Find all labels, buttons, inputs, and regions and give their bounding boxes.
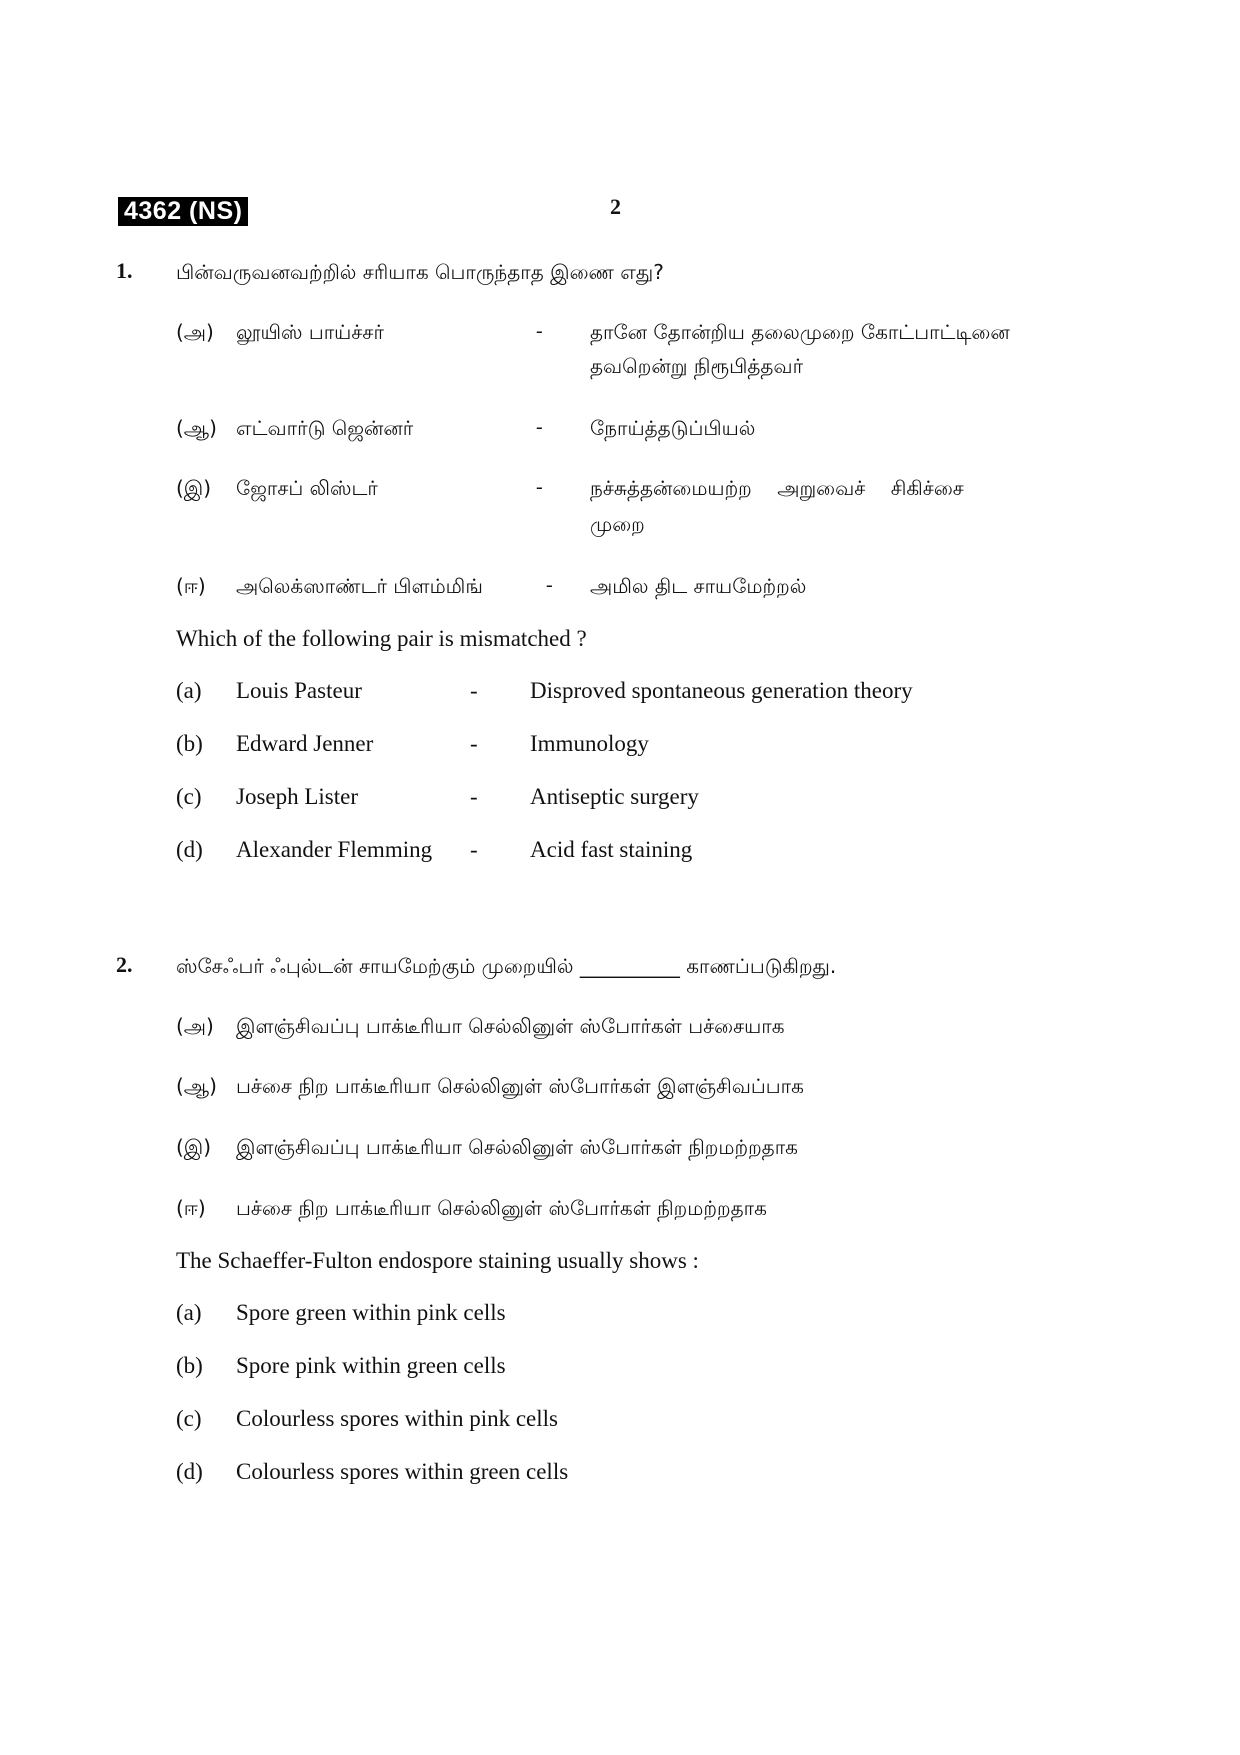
q2-tamil-option-label: (ஆ) (176, 1074, 217, 1098)
question-1-tamil-text: பின்வருவனவற்றில் சரியாக பொருந்தாத இணை எது? (176, 260, 664, 284)
q1-english-option-label: (b) (176, 731, 203, 756)
page-number: 2 (610, 194, 621, 219)
q1-tamil-option-label: (அ) (176, 320, 214, 344)
question-2-number: 2. (116, 952, 133, 977)
q1-tamil-option-desc: அமில திட சாயமேற்றல் (590, 574, 807, 598)
q1-english-option-desc: Antiseptic surgery (530, 784, 699, 809)
q2-tamil-option-text: பச்சை நிற பாக்டீரியா செல்லினுள் ஸ்போர்கள் நிறமற்றதாக (236, 1196, 767, 1220)
q2-english-option-text: Colourless spores within green cells (236, 1459, 569, 1484)
q1-english-option-label: (c) (176, 784, 202, 809)
q1-english-option-sep: - (470, 731, 478, 756)
q1-english-option-name: Louis Pasteur (236, 678, 362, 703)
question-1-english-text: Which of the following pair is mismatched ? (176, 626, 587, 651)
q1-english-option-desc: Immunology (530, 731, 649, 756)
q1-tamil-option-sep: - (536, 320, 543, 342)
q1-english-option-sep: - (470, 678, 478, 703)
q1-english-option-label: (d) (176, 837, 203, 862)
q1-tamil-option-sep: - (536, 476, 543, 498)
q2-english-option-label: (c) (176, 1406, 202, 1431)
q1-english-option-name: Edward Jenner (236, 731, 374, 756)
q2-tamil-option-text: இளஞ்சிவப்பு பாக்டீரியா செல்லினுள் ஸ்போர்கள் நிறமற்றதாக (236, 1135, 798, 1159)
q2-tamil-option-label: (ஈ) (176, 1196, 206, 1220)
q1-english-option-name: Alexander Flemming (236, 837, 433, 862)
q1-tamil-option-label: (ஈ) (176, 574, 206, 598)
q1-english-option-label: (a) (176, 678, 202, 703)
q1-tamil-option-desc: நோய்த்தடுப்பியல் (590, 416, 756, 440)
q1-english-option-sep: - (470, 784, 478, 809)
q2-english-option-label: (a) (176, 1300, 202, 1325)
q1-tamil-option-label: (ஆ) (176, 416, 217, 440)
q1-english-option-desc: Acid fast staining (530, 837, 693, 862)
q2-english-option-text: Spore pink within green cells (236, 1353, 506, 1378)
paper-code-badge: 4362 (NS) (118, 197, 248, 226)
q1-tamil-option-sep: - (536, 416, 543, 438)
q2-tamil-option-label: (இ) (176, 1135, 212, 1159)
q1-tamil-option-sep: - (546, 574, 553, 596)
q2-tamil-option-text: இளஞ்சிவப்பு பாக்டீரியா செல்லினுள் ஸ்போர்கள் பச்சையாக (236, 1014, 785, 1038)
q2-english-option-text: Spore green within pink cells (236, 1300, 506, 1325)
q2-english-option-label: (d) (176, 1459, 203, 1484)
q1-tamil-option-desc-cont: தவறென்று நிரூபித்தவர் (590, 354, 804, 378)
q1-english-option-sep: - (470, 837, 478, 862)
q1-tamil-option-desc: தானே தோன்றிய தலைமுறை கோட்பாட்டினை (590, 320, 1010, 344)
q1-english-option-name: Joseph Lister (236, 784, 359, 809)
question-2-english-text: The Schaeffer-Fulton endospore staining usually shows : (176, 1248, 699, 1273)
q2-tamil-option-label: (அ) (176, 1014, 214, 1038)
q1-tamil-option-desc: நச்சுத்தன்மையற்ற அறுவைச் சிகிச்சை (590, 476, 964, 500)
q1-english-option-desc: Disproved spontaneous generation theory (530, 678, 913, 703)
q2-tamil-option-text: பச்சை நிற பாக்டீரியா செல்லினுள் ஸ்போர்கள் இளஞ்சிவப்பாக (236, 1074, 804, 1098)
question-2-tamil-text: ஸ்சேஃபர் ஃபுல்டன் சாயமேற்கும் முறையில் __________ காணப்படுகிறது. (176, 954, 837, 978)
q1-tamil-option-name: எட்வார்டு ஜென்னர் (236, 416, 414, 440)
q2-english-option-label: (b) (176, 1353, 203, 1378)
q1-tamil-option-desc-cont: முறை (590, 512, 645, 536)
q1-tamil-option-name: லூயிஸ் பாய்ச்சர் (236, 320, 384, 344)
q2-english-option-text: Colourless spores within pink cells (236, 1406, 558, 1431)
q1-tamil-option-name: ஜோசப் லிஸ்டர் (236, 476, 378, 500)
q1-tamil-option-label: (இ) (176, 476, 212, 500)
question-1-number: 1. (116, 258, 133, 283)
q1-tamil-option-name: அலெக்ஸாண்டர் பிளம்மிங் (236, 574, 483, 598)
